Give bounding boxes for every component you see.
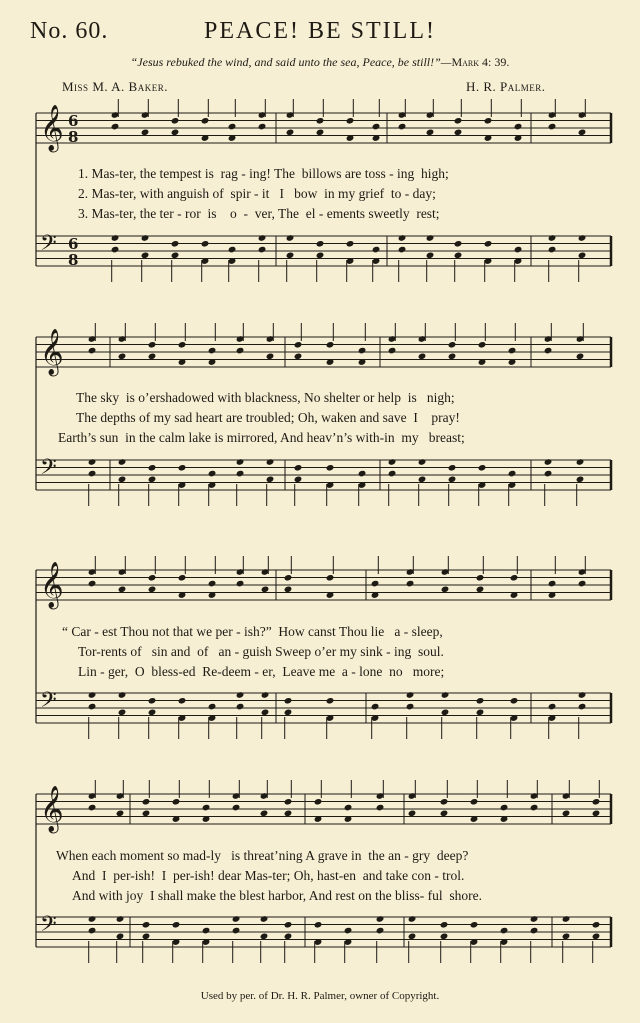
notehead — [372, 246, 381, 254]
notehead — [578, 580, 587, 588]
notehead — [261, 709, 270, 717]
notehead — [118, 353, 127, 361]
notehead — [478, 341, 487, 349]
notehead — [476, 574, 485, 582]
notehead — [576, 353, 585, 361]
notehead — [284, 697, 293, 705]
lyric-line: Tor-rents of sin and of an - guish Sweep o’er my sink - ing soul. — [78, 644, 444, 659]
notehead — [208, 347, 217, 355]
time-signature-numerator: 6 — [68, 235, 79, 253]
notehead — [118, 709, 127, 717]
notehead — [88, 703, 97, 711]
notehead — [398, 234, 407, 242]
bass-clef-icon: 𝄢 — [40, 688, 57, 718]
notehead — [232, 927, 241, 935]
notehead — [376, 915, 385, 923]
notehead — [118, 691, 127, 699]
notehead — [326, 341, 335, 349]
notehead — [228, 246, 237, 254]
notehead — [510, 574, 519, 582]
notehead — [236, 458, 245, 466]
notehead — [178, 697, 187, 705]
notehead — [236, 470, 245, 478]
notehead — [578, 252, 587, 260]
time-signature-denominator: 8 — [68, 128, 79, 146]
lyric-line: And with joy I shall make the blest harbor, And rest on the bliss- ful shore. — [72, 888, 483, 903]
notehead — [514, 246, 523, 254]
notehead — [142, 798, 151, 806]
lyric-line: And I per-ish! I per-ish! dear Mas-ter; Oh, hast-en and take con - trol. — [72, 868, 465, 883]
notehead — [148, 697, 157, 705]
notehead — [418, 353, 427, 361]
notehead — [148, 574, 157, 582]
notehead — [261, 691, 270, 699]
treble-clef-icon: 𝄞 — [40, 329, 64, 375]
notehead — [88, 347, 97, 355]
treble-clef-icon: 𝄞 — [40, 105, 64, 151]
notehead — [148, 586, 157, 594]
notehead — [148, 353, 157, 361]
notehead — [294, 353, 303, 361]
notehead — [440, 798, 449, 806]
notehead — [260, 915, 269, 923]
notehead — [346, 117, 355, 125]
notehead — [476, 586, 485, 594]
notehead — [426, 252, 435, 260]
notehead — [141, 129, 150, 137]
notehead — [202, 927, 211, 935]
notehead — [530, 915, 539, 923]
bass-clef-icon: 𝄢 — [40, 912, 57, 942]
notehead — [440, 810, 449, 818]
notehead — [514, 123, 523, 131]
notehead — [116, 810, 125, 818]
notehead — [316, 117, 325, 125]
notehead — [358, 347, 367, 355]
notehead — [316, 240, 325, 248]
notehead — [470, 921, 479, 929]
notehead — [406, 691, 415, 699]
notehead — [388, 347, 397, 355]
notehead — [548, 234, 557, 242]
notehead — [592, 933, 601, 941]
notehead — [548, 246, 557, 254]
notehead — [548, 703, 557, 711]
notehead — [172, 798, 181, 806]
notehead — [284, 933, 293, 941]
hymn-title: PEACE! BE STILL! — [204, 18, 436, 44]
notehead — [201, 117, 210, 125]
notehead — [142, 921, 151, 929]
notehead — [232, 915, 241, 923]
notehead — [448, 353, 457, 361]
notehead — [344, 804, 353, 812]
notehead — [178, 574, 187, 582]
notehead — [148, 341, 157, 349]
notehead — [470, 798, 479, 806]
notehead — [448, 464, 457, 472]
bass-clef-icon: 𝄢 — [40, 455, 57, 485]
notehead — [426, 129, 435, 137]
notehead — [358, 470, 367, 478]
notehead — [510, 697, 519, 705]
notehead — [148, 476, 157, 484]
notehead — [406, 703, 415, 711]
notehead — [261, 586, 270, 594]
notehead — [530, 927, 539, 935]
notehead — [294, 341, 303, 349]
lyric-line: 3. Mas-ter, the ter - ror is o - ver, The el - ements sweetly rest; — [78, 206, 440, 221]
notehead — [141, 234, 150, 242]
notehead — [441, 709, 450, 717]
notehead — [111, 246, 120, 254]
lyric-line: 1. Mas-ter, the tempest is rag - ing! The billows are toss - ing high; — [78, 166, 449, 181]
notehead — [454, 240, 463, 248]
notehead — [398, 246, 407, 254]
notehead — [448, 476, 457, 484]
notehead — [266, 476, 275, 484]
lyricist-credit: Miss M. A. Baker. — [62, 79, 168, 94]
time-signature-denominator: 8 — [68, 251, 79, 269]
notehead — [316, 252, 325, 260]
epigraph-reference: Mark 4: 39. — [451, 55, 510, 69]
notehead — [284, 798, 293, 806]
notehead — [476, 697, 485, 705]
treble-clef-icon: 𝄞 — [40, 786, 64, 832]
notehead — [326, 697, 335, 705]
notehead — [388, 470, 397, 478]
epigraph-text: “Jesus rebuked the wind, and said unto the sea, Peace, be still!”— — [130, 55, 452, 69]
lyric-line: When each moment so mad-ly is threat’ning A grave in the an - gry deep? — [56, 848, 469, 863]
notehead — [548, 123, 557, 131]
notehead — [258, 234, 267, 242]
notehead — [258, 123, 267, 131]
notehead — [576, 476, 585, 484]
notehead — [294, 476, 303, 484]
notehead — [236, 580, 245, 588]
notehead — [576, 458, 585, 466]
notehead — [408, 915, 417, 923]
notehead — [111, 123, 120, 131]
notehead — [592, 810, 601, 818]
notehead — [142, 810, 151, 818]
notehead — [201, 240, 210, 248]
notehead — [88, 470, 97, 478]
notehead — [314, 798, 323, 806]
notehead — [478, 464, 487, 472]
notehead — [260, 933, 269, 941]
notehead — [371, 703, 380, 711]
notehead — [326, 574, 335, 582]
notehead — [508, 347, 517, 355]
notehead — [562, 933, 571, 941]
notehead — [284, 709, 293, 717]
notehead — [371, 580, 380, 588]
notehead — [88, 804, 97, 812]
notehead — [232, 804, 241, 812]
notehead — [236, 703, 245, 711]
notehead — [284, 574, 293, 582]
lyric-line: Earth’s sun in the calm lake is mirrored, And heav’n’s with-in my breast; — [58, 430, 465, 445]
notehead — [260, 810, 269, 818]
notehead — [208, 580, 217, 588]
lyric-line: The depths of my sad heart are troubled; Oh, waken and save I pray! — [76, 410, 460, 425]
notehead — [454, 117, 463, 125]
notehead — [284, 921, 293, 929]
notehead — [398, 123, 407, 131]
lyric-line: Lin - ger, O bless-ed Re-deem - er, Leave me a - lone no more; — [78, 664, 445, 679]
notehead — [208, 470, 217, 478]
notehead — [88, 691, 97, 699]
notehead — [314, 921, 323, 929]
notehead — [316, 129, 325, 137]
notehead — [578, 129, 587, 137]
notehead — [406, 580, 415, 588]
notehead — [148, 464, 157, 472]
notehead — [544, 458, 553, 466]
notehead — [141, 252, 150, 260]
notehead — [376, 804, 385, 812]
notehead — [286, 129, 295, 137]
notehead — [236, 691, 245, 699]
notehead — [88, 458, 97, 466]
lyric-line: 2. Mas-ter, with anguish of spir - it I bow in my grief to - day; — [78, 186, 436, 201]
notehead — [236, 347, 245, 355]
notehead — [448, 341, 457, 349]
notehead — [228, 123, 237, 131]
notehead — [266, 458, 275, 466]
notehead — [454, 252, 463, 260]
notehead — [284, 810, 293, 818]
notehead — [454, 129, 463, 137]
time-signature-numerator: 6 — [68, 112, 79, 130]
notehead — [476, 709, 485, 717]
notehead — [544, 347, 553, 355]
notehead — [286, 234, 295, 242]
notehead — [88, 915, 97, 923]
notehead — [562, 810, 571, 818]
notehead — [118, 476, 127, 484]
notehead — [171, 252, 180, 260]
composer-credit: H. R. Palmer. — [466, 79, 546, 94]
notehead — [592, 921, 601, 929]
notehead — [418, 476, 427, 484]
notehead — [208, 703, 217, 711]
bass-clef-icon: 𝄢 — [40, 231, 57, 261]
notehead — [294, 464, 303, 472]
notehead — [578, 691, 587, 699]
notehead — [118, 458, 127, 466]
notehead — [171, 129, 180, 137]
notehead — [258, 246, 267, 254]
notehead — [418, 458, 427, 466]
notehead — [116, 933, 125, 941]
notehead — [484, 240, 493, 248]
notehead — [484, 117, 493, 125]
notehead — [441, 586, 450, 594]
notehead — [88, 927, 97, 935]
notehead — [171, 117, 180, 125]
notehead — [408, 933, 417, 941]
notehead — [286, 252, 295, 260]
notehead — [408, 810, 417, 818]
notehead — [326, 464, 335, 472]
treble-clef-icon: 𝄞 — [40, 562, 64, 608]
notehead — [142, 933, 151, 941]
notehead — [548, 580, 557, 588]
notehead — [178, 341, 187, 349]
notehead — [284, 586, 293, 594]
notehead — [440, 933, 449, 941]
notehead — [500, 804, 509, 812]
notehead — [202, 804, 211, 812]
notehead — [372, 123, 381, 131]
notehead — [178, 464, 187, 472]
notehead — [592, 798, 601, 806]
notehead — [344, 927, 353, 935]
notehead — [172, 921, 181, 929]
notehead — [171, 240, 180, 248]
lyric-line: “ Car - est Thou not that we per - ish?” How canst Thou lie a - sleep, — [62, 624, 443, 639]
notehead — [346, 240, 355, 248]
notehead — [266, 353, 275, 361]
notehead — [578, 703, 587, 711]
notehead — [111, 234, 120, 242]
notehead — [562, 915, 571, 923]
notehead — [388, 458, 397, 466]
notehead — [88, 580, 97, 588]
notehead — [508, 470, 517, 478]
notehead — [440, 921, 449, 929]
hymn-number: No. 60. — [30, 18, 109, 44]
lyric-line: The sky is o’ershadowed with blackness, No shelter or help is nigh; — [76, 390, 455, 405]
notehead — [544, 470, 553, 478]
copyright-footer: Used by per. of Dr. H. R. Palmer, owner of Copyright. — [200, 990, 440, 1002]
notehead — [441, 691, 450, 699]
notehead — [426, 234, 435, 242]
notehead — [118, 586, 127, 594]
notehead — [148, 709, 157, 717]
notehead — [578, 234, 587, 242]
notehead — [500, 927, 509, 935]
notehead — [376, 927, 385, 935]
notehead — [116, 915, 125, 923]
notehead — [530, 804, 539, 812]
